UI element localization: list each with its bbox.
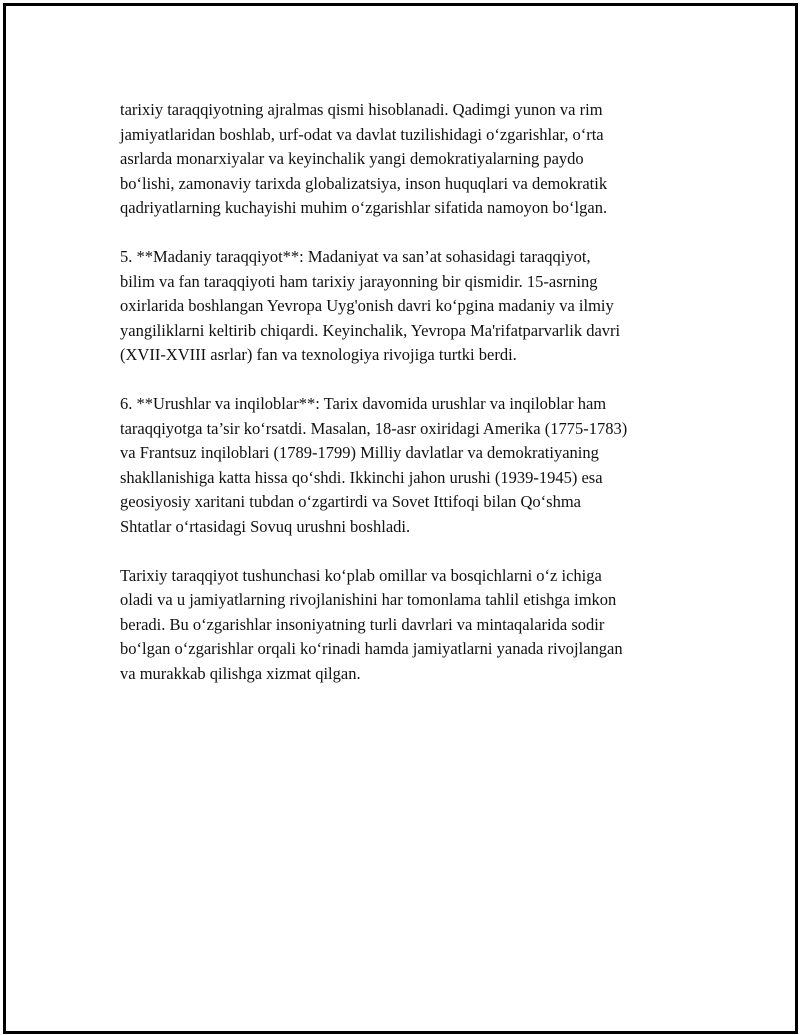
text-line: bo‘lgan o‘zgarishlar orqali ko‘rinadi hamda jamiyatlarni yanada rivojlangan (120, 639, 623, 658)
paragraph-wars-revolutions (120, 392, 700, 539)
paragraph-cultural-progress (120, 245, 700, 368)
text-line: tarixiy taraqqiyotning ajralmas qismi hisoblanadi. Qadimgi yunon va rim (120, 100, 603, 119)
document-body (120, 98, 700, 711)
text-line: asrlarda monarxiyalar va keyinchalik yangi demokratiyalarning paydo (120, 149, 584, 168)
text-line: beradi. Bu o‘zgarishlar insoniyatning turli davrlari va mintaqalarida sodir (120, 614, 605, 634)
text-line: oxirlarida boshlangan Yevropa Uyg'onish davri ko‘pgina madaniy va ilmiy (120, 296, 614, 315)
text-line: bilim va fan taraqqiyoti ham tarixiy jarayonning bir qismidir. 15-asrning (120, 271, 598, 291)
text-line: Shtatlar o‘rtasidagi Sovuq urushni boshladi. (120, 516, 411, 536)
text-line: taraqqiyotga ta’sir ko‘rsatdi. Masalan, 18-asr oxiridagi Amerika (1775-1783) (120, 418, 628, 438)
text-line: geosiyosiy xaritani tubdan o‘zgartirdi va Sovet Ittifoqi bilan Qo‘shma (120, 492, 581, 511)
text-line: oladi va u jamiyatlarning rivojlanishini har tomonlama tahlil etishga imkon (120, 590, 617, 609)
text-line: jamiyatlaridan boshlab, urf-odat va davlat tuzilishidagi o‘zgarishlar, o‘rta (120, 124, 604, 144)
paragraph-conclusion (120, 564, 700, 687)
text-line: va Frantsuz inqiloblari (1789-1799) Milliy davlatlar va demokratiyaning (120, 443, 599, 462)
text-line: shakllanishiga katta hissa qo‘shdi. Ikkinchi jahon urushi (1939-1945) esa (120, 467, 603, 487)
page-border-frame (3, 3, 798, 1034)
text-line: bo‘lishi, zamonaviy tarixda globalizatsiya, inson huquqlari va demokratik (120, 173, 608, 193)
text-line: yangiliklarni keltirib chiqardi. Keyinchalik, Yevropa Ma'rifatparvarlik davri (120, 320, 621, 340)
paragraph-intro-continuation (120, 98, 700, 221)
text-line: 5. **Madaniy taraqqiyot**: Madaniyat va san’at sohasidagi taraqqiyot, (120, 247, 591, 266)
text-line: qadriyatlarning kuchayishi muhim o‘zgarishlar sifatida namoyon bo‘lgan. (120, 198, 608, 217)
text-line: (XVII-XVIII asrlar) fan va texnologiya rivojiga turtki berdi. (120, 345, 517, 364)
text-line: 6. **Urushlar va inqiloblar**: Tarix davomida urushlar va inqiloblar ham (120, 394, 607, 413)
text-line: Tarixiy taraqqiyot tushunchasi ko‘plab omillar va bosqichlarni o‘z ichiga (120, 565, 602, 585)
text-line: va murakkab qilishga xizmat qilgan. (120, 663, 361, 683)
